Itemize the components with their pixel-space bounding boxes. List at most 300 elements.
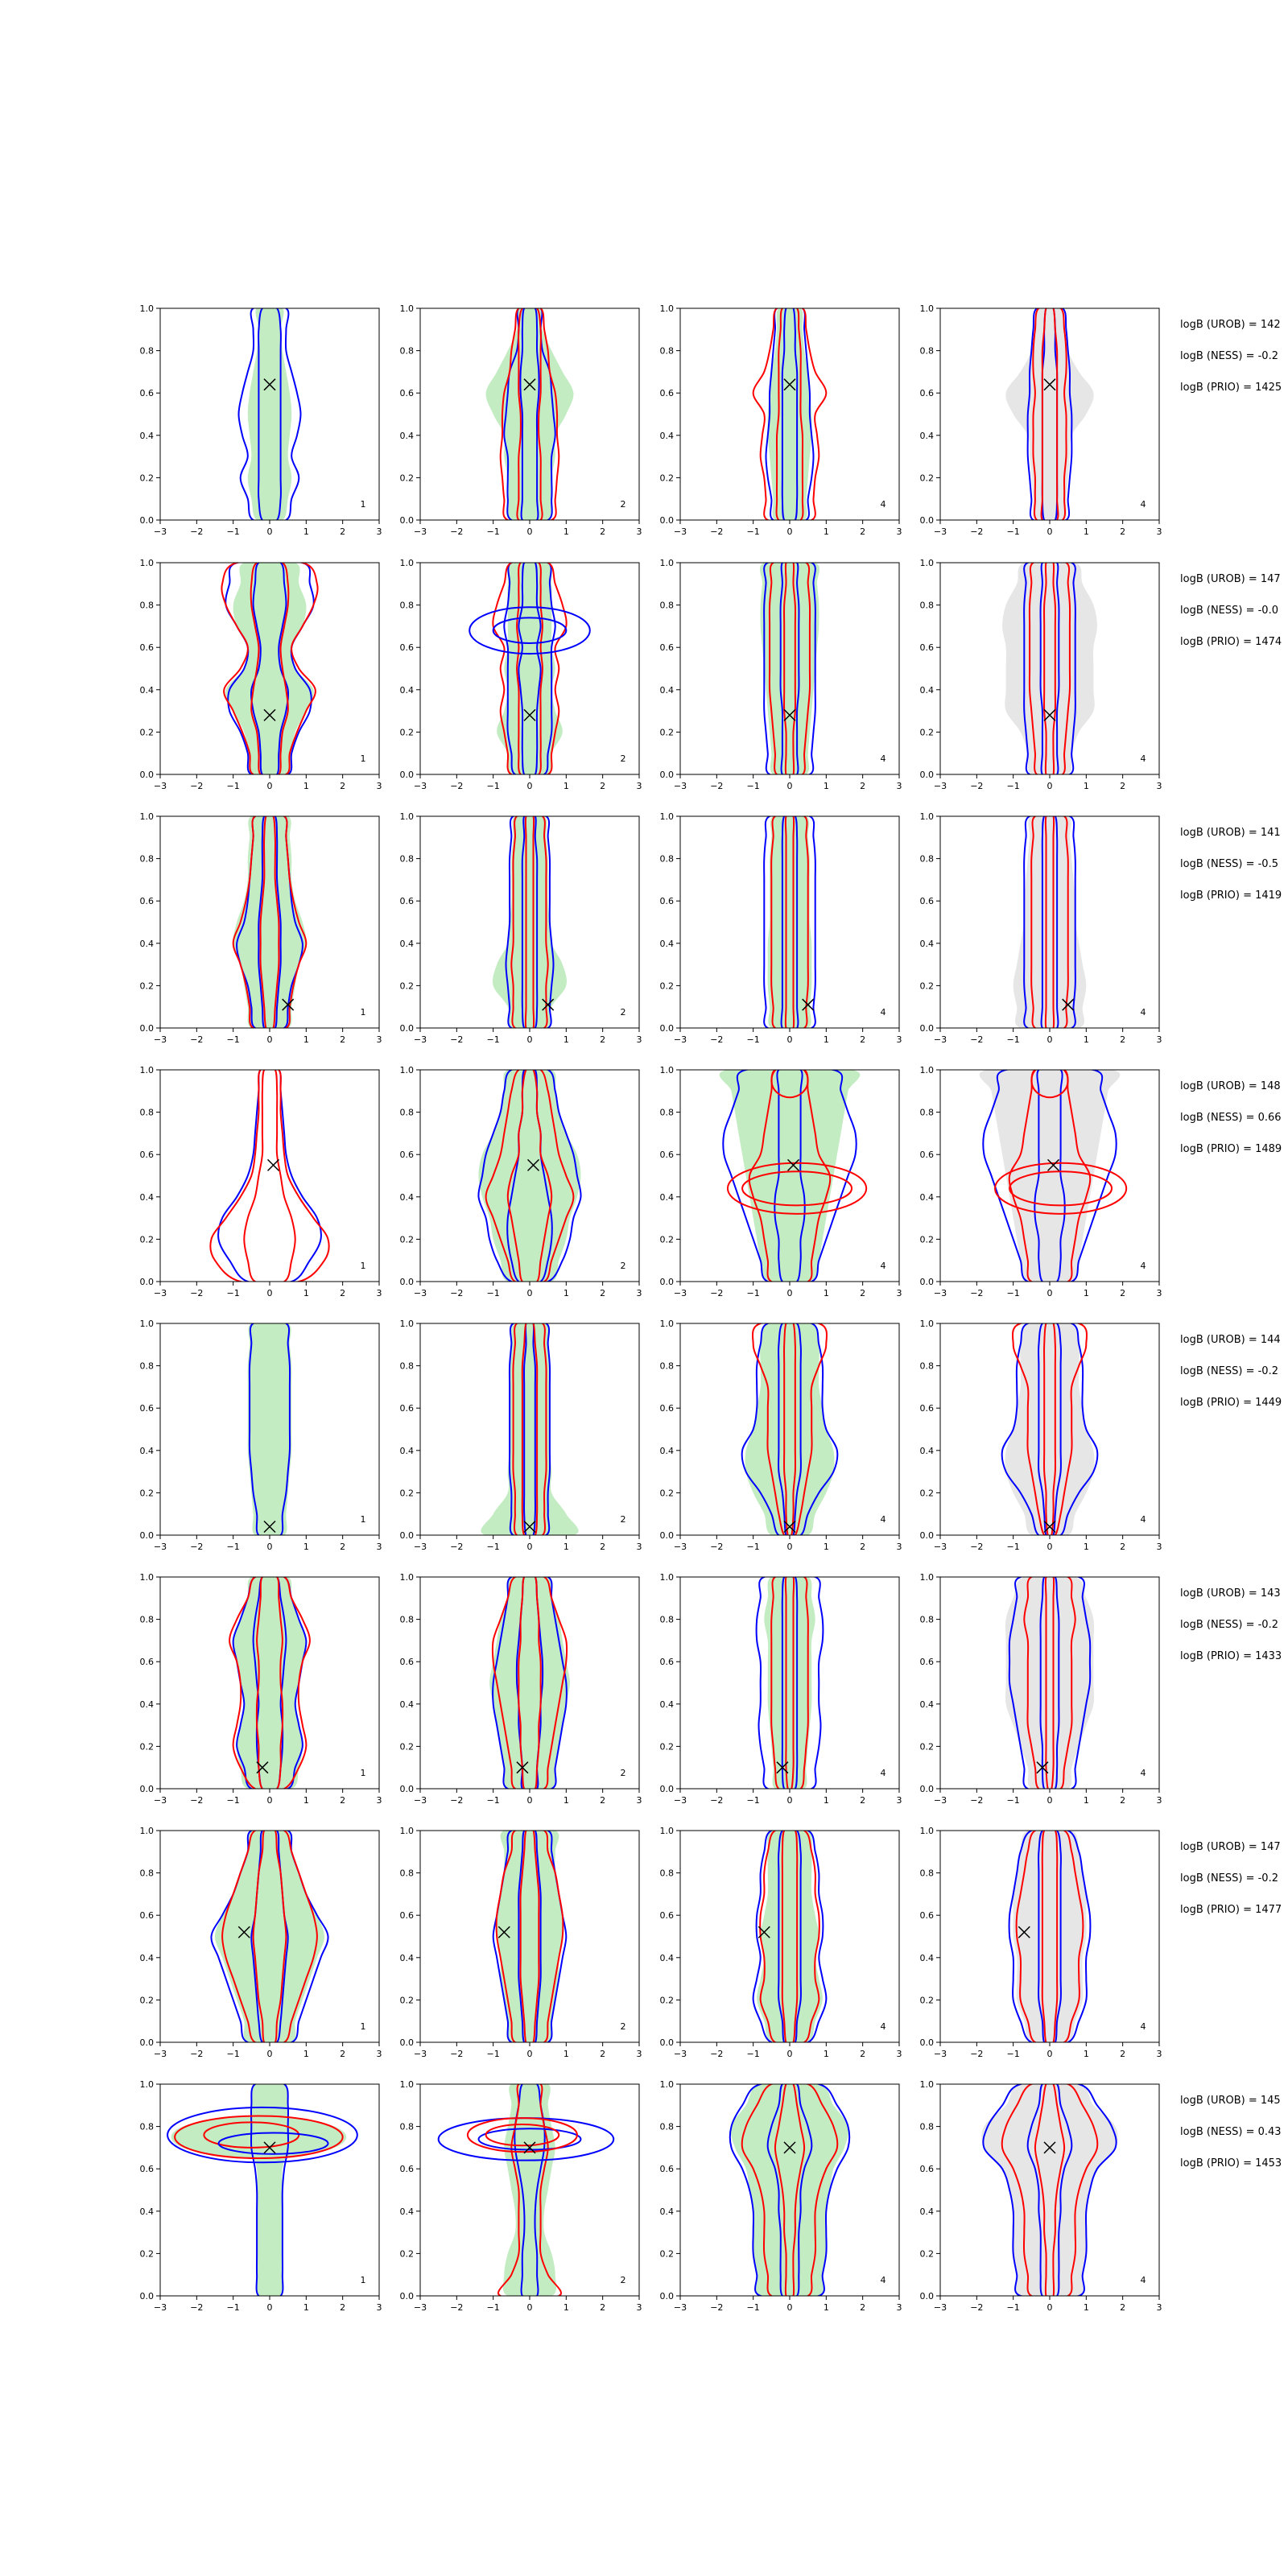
x-tick-label: 1 (1083, 2302, 1089, 2313)
x-tick-label: 0 (1046, 781, 1053, 791)
x-tick-label: −2 (450, 526, 464, 537)
x-tick-label: −3 (153, 1034, 167, 1045)
x-tick-label: −1 (1006, 526, 1020, 537)
y-tick-label: 0.4 (399, 1191, 414, 1203)
x-tick-label: 2 (1120, 781, 1126, 791)
x-tick-label: 0 (526, 2302, 533, 2313)
y-tick-label: 0.0 (399, 1530, 414, 1541)
y-tick-label: 1.0 (139, 558, 154, 568)
y-tick-label: 0.8 (659, 1614, 674, 1625)
y-tick-label: 0.0 (659, 1277, 674, 1287)
x-tick-label: 1 (1083, 781, 1089, 791)
x-tick-label: −3 (413, 2302, 427, 2313)
y-tick-label: 0.8 (659, 1107, 674, 1118)
y-tick-label: 0.6 (139, 642, 154, 654)
y-tick-label: 0.6 (659, 642, 674, 654)
panel-contents (1009, 1828, 1091, 2046)
y-tick-label: 0.2 (399, 1995, 414, 2006)
y-tick-label: 1.0 (919, 558, 934, 568)
x-tick-label: −1 (746, 1542, 760, 1552)
y-tick-label: 0.2 (659, 1995, 674, 2006)
y-tick-label: 0.2 (659, 1234, 674, 1245)
y-tick-label: 0.0 (919, 2037, 934, 2048)
x-tick-label: −3 (153, 781, 167, 791)
x-tick-label: 1 (563, 2049, 569, 2059)
y-tick-label: 0.2 (919, 980, 934, 992)
x-tick-label: 0 (526, 1542, 533, 1552)
x-tick-label: 0 (266, 1288, 273, 1298)
x-tick-label: −3 (673, 2302, 687, 2313)
y-tick-label: 0.6 (399, 2164, 414, 2175)
x-tick-label: 2 (340, 2302, 346, 2313)
x-tick-label: 1 (1083, 1542, 1089, 1552)
y-tick-label: 0.4 (399, 938, 414, 949)
y-tick-label: 1.0 (399, 1319, 414, 1329)
x-tick-label: −2 (450, 2302, 464, 2313)
panel-number: 4 (880, 1768, 886, 1778)
x-tick-label: −3 (413, 781, 427, 791)
y-tick-label: 0.6 (919, 388, 934, 399)
y-tick-label: 0.8 (399, 600, 414, 611)
y-tick-label: 0.8 (139, 1868, 154, 1879)
x-tick-label: 3 (896, 526, 902, 537)
panel-number: 1 (360, 499, 366, 510)
y-tick-label: 0.2 (399, 1741, 414, 1752)
y-tick-label: 0.6 (399, 1910, 414, 1922)
x-tick-label: −1 (1006, 781, 1020, 791)
x-tick-label: −3 (673, 1795, 687, 1806)
logb-annotation: logB (NESS) = 0.43 (1180, 2126, 1282, 2138)
x-tick-label: 3 (376, 1795, 382, 1806)
y-tick-label: 0.6 (399, 896, 414, 907)
x-tick-label: −2 (710, 526, 724, 537)
y-tick-label: 0.4 (399, 1699, 414, 1710)
x-tick-label: −2 (970, 526, 984, 537)
y-tick-label: 0.4 (659, 430, 674, 441)
y-tick-label: 1.0 (139, 1826, 154, 1836)
y-tick-label: 0.2 (919, 1995, 934, 2006)
y-tick-label: 0.8 (399, 345, 414, 357)
y-tick-label: 1.0 (399, 303, 414, 314)
x-tick-label: 2 (600, 781, 606, 791)
y-tick-label: 0.0 (399, 1784, 414, 1794)
x-tick-label: 1 (303, 526, 309, 537)
y-tick-label: 0.2 (659, 727, 674, 738)
x-tick-label: 2 (600, 526, 606, 537)
x-tick-label: 1 (563, 1288, 569, 1298)
y-tick-label: 0.4 (659, 684, 674, 696)
x-tick-label: −1 (1006, 1542, 1020, 1552)
x-tick-label: 3 (896, 1795, 902, 1806)
x-tick-label: −3 (933, 526, 947, 537)
y-tick-label: 0.2 (919, 1741, 934, 1752)
y-tick-label: 0.2 (919, 727, 934, 738)
y-tick-label: 0.4 (659, 1952, 674, 1963)
x-tick-label: −1 (226, 526, 240, 537)
x-tick-label: 3 (376, 526, 382, 537)
y-tick-label: 0.2 (659, 473, 674, 484)
x-tick-label: 2 (340, 781, 346, 791)
y-tick-label: 0.2 (399, 2248, 414, 2260)
x-tick-label: 0 (526, 1288, 533, 1298)
y-tick-label: 0.8 (399, 2121, 414, 2132)
x-tick-label: 1 (563, 1795, 569, 1806)
y-tick-label: 1.0 (919, 303, 934, 314)
x-tick-label: −3 (673, 2049, 687, 2059)
y-tick-label: 1.0 (659, 1572, 674, 1583)
logb-annotation: logB (NESS) = 0.66 (1180, 1112, 1282, 1124)
y-tick-label: 0.2 (919, 1488, 934, 1499)
x-tick-label: −2 (190, 526, 204, 537)
x-tick-label: 1 (823, 1288, 829, 1298)
x-tick-label: 0 (1046, 1034, 1053, 1045)
x-tick-label: −3 (673, 526, 687, 537)
panel-number: 4 (1140, 1007, 1146, 1018)
x-tick-label: −1 (486, 2049, 500, 2059)
y-tick-label: 0.0 (139, 770, 154, 780)
y-tick-label: 0.6 (139, 1910, 154, 1922)
x-tick-label: 2 (600, 1034, 606, 1045)
x-tick-label: 3 (896, 1288, 902, 1298)
x-tick-label: −1 (1006, 1795, 1020, 1806)
y-tick-label: 0.6 (919, 896, 934, 907)
y-tick-label: 0.8 (139, 345, 154, 357)
panel-number: 1 (360, 1768, 366, 1778)
y-tick-label: 0.4 (659, 2206, 674, 2217)
x-tick-label: −2 (710, 1795, 724, 1806)
x-tick-label: 0 (786, 2049, 793, 2059)
x-tick-label: −1 (746, 1795, 760, 1806)
x-tick-label: 3 (1156, 1542, 1162, 1552)
x-tick-label: −2 (190, 1034, 204, 1045)
x-tick-label: 1 (823, 2049, 829, 2059)
y-tick-label: 0.0 (659, 770, 674, 780)
y-tick-label: 0.0 (399, 2037, 414, 2048)
y-tick-label: 0.2 (399, 1488, 414, 1499)
x-tick-label: 0 (1046, 526, 1053, 537)
x-tick-label: 0 (526, 2049, 533, 2059)
y-tick-label: 0.2 (139, 980, 154, 992)
x-tick-label: 2 (1120, 526, 1126, 537)
y-tick-label: 0.0 (399, 2291, 414, 2301)
y-tick-label: 0.6 (139, 2164, 154, 2175)
y-tick-label: 0.2 (659, 1488, 674, 1499)
panel-number: 4 (880, 499, 886, 510)
logb-annotation: logB (NESS) = -0.2 (1180, 1872, 1278, 1885)
x-tick-label: −1 (1006, 2302, 1020, 2313)
x-tick-label: −3 (933, 2302, 947, 2313)
y-tick-label: 1.0 (919, 1572, 934, 1583)
logb-annotation: logB (PRIO) = 1453 (1180, 2157, 1282, 2169)
x-tick-label: 0 (1046, 2049, 1053, 2059)
y-tick-label: 0.0 (139, 515, 154, 526)
y-tick-label: 0.2 (659, 2248, 674, 2260)
x-tick-label: 0 (786, 1542, 793, 1552)
x-tick-label: 0 (266, 1542, 273, 1552)
x-tick-label: 0 (1046, 1795, 1053, 1806)
y-tick-label: 1.0 (919, 1065, 934, 1075)
y-tick-label: 0.8 (399, 1107, 414, 1118)
y-tick-label: 0.2 (399, 980, 414, 992)
y-tick-label: 0.2 (139, 727, 154, 738)
y-tick-label: 0.6 (399, 1150, 414, 1161)
y-tick-label: 0.4 (919, 1445, 934, 1456)
y-tick-label: 0.6 (139, 896, 154, 907)
x-tick-label: 2 (860, 526, 866, 537)
y-tick-label: 1.0 (399, 2079, 414, 2090)
x-tick-label: 1 (563, 781, 569, 791)
x-tick-label: −2 (970, 1542, 984, 1552)
y-tick-label: 1.0 (139, 303, 154, 314)
y-tick-label: 0.2 (919, 2248, 934, 2260)
y-tick-label: 0.0 (139, 2037, 154, 2048)
x-tick-label: 2 (340, 1542, 346, 1552)
x-tick-label: 1 (823, 781, 829, 791)
y-tick-label: 0.8 (919, 1360, 934, 1372)
panel-number: 4 (880, 1514, 886, 1525)
y-tick-label: 1.0 (139, 1572, 154, 1583)
x-tick-label: −3 (933, 781, 947, 791)
logb-annotation: logB (PRIO) = 1474 (1180, 636, 1282, 648)
y-tick-label: 0.0 (919, 1784, 934, 1794)
y-tick-label: 1.0 (919, 1319, 934, 1329)
x-tick-label: −2 (970, 781, 984, 791)
y-tick-label: 0.6 (399, 642, 414, 654)
y-tick-label: 0.4 (659, 1191, 674, 1203)
x-tick-label: −3 (153, 1542, 167, 1552)
x-tick-label: 2 (340, 526, 346, 537)
y-tick-label: 0.2 (139, 1488, 154, 1499)
x-tick-label: 0 (526, 781, 533, 791)
y-tick-label: 0.6 (919, 1403, 934, 1414)
logb-annotation: logB (NESS) = -0.2 (1180, 1619, 1278, 1631)
x-tick-label: 3 (636, 2049, 642, 2059)
x-tick-label: 1 (1083, 1288, 1089, 1298)
x-tick-label: 1 (563, 2302, 569, 2313)
x-tick-label: 3 (1156, 1795, 1162, 1806)
y-tick-label: 0.8 (139, 853, 154, 865)
x-tick-label: 1 (303, 781, 309, 791)
y-tick-label: 0.8 (919, 1107, 934, 1118)
x-tick-label: 2 (1120, 1795, 1126, 1806)
x-tick-label: −2 (710, 2302, 724, 2313)
y-tick-label: 0.6 (139, 1150, 154, 1161)
density-fill (768, 814, 812, 1031)
x-tick-label: −2 (710, 1542, 724, 1552)
x-tick-label: −2 (190, 781, 204, 791)
y-tick-label: 0.0 (919, 515, 934, 526)
y-tick-label: 0.8 (919, 1868, 934, 1879)
x-tick-label: 3 (636, 526, 642, 537)
x-tick-label: −1 (486, 1795, 500, 1806)
y-tick-label: 0.4 (139, 938, 154, 949)
y-tick-label: 0.8 (139, 1360, 154, 1372)
x-tick-label: −2 (970, 1288, 984, 1298)
y-tick-label: 0.8 (919, 600, 934, 611)
x-tick-label: −1 (486, 2302, 500, 2313)
y-tick-label: 0.0 (139, 1784, 154, 1794)
x-tick-label: −1 (746, 2049, 760, 2059)
y-tick-label: 0.4 (399, 1952, 414, 1963)
x-tick-label: 3 (1156, 781, 1162, 791)
x-tick-label: 2 (1120, 1288, 1126, 1298)
x-tick-label: 3 (636, 1288, 642, 1298)
panel-number: 2 (620, 2275, 626, 2285)
x-tick-label: −1 (226, 1288, 240, 1298)
x-tick-label: 2 (860, 2302, 866, 2313)
panel-number: 4 (1140, 499, 1146, 510)
x-tick-label: 1 (303, 2302, 309, 2313)
y-tick-label: 0.8 (139, 1107, 154, 1118)
y-tick-label: 0.6 (139, 1403, 154, 1414)
x-tick-label: 1 (823, 1542, 829, 1552)
x-tick-label: −3 (413, 2049, 427, 2059)
x-tick-label: 1 (823, 1034, 829, 1045)
y-tick-label: 1.0 (659, 811, 674, 822)
x-tick-label: −1 (486, 1034, 500, 1045)
y-tick-label: 0.8 (139, 2121, 154, 2132)
panel-number: 2 (620, 1261, 626, 1271)
x-tick-label: −1 (1006, 1034, 1020, 1045)
x-tick-label: 2 (600, 1542, 606, 1552)
logb-annotation: logB (PRIO) = 1419 (1180, 890, 1282, 902)
y-tick-label: 0.0 (139, 1277, 154, 1287)
y-tick-label: 0.4 (919, 2206, 934, 2217)
x-tick-label: 1 (1083, 2049, 1089, 2059)
x-tick-label: −3 (933, 2049, 947, 2059)
y-tick-label: 0.6 (659, 2164, 674, 2175)
x-tick-label: −3 (413, 1542, 427, 1552)
x-tick-label: 2 (1120, 2049, 1126, 2059)
logb-annotation: logB (UROB) = 147 (1180, 573, 1281, 585)
y-tick-label: 0.8 (919, 345, 934, 357)
x-tick-label: −1 (226, 2049, 240, 2059)
y-tick-label: 1.0 (919, 2079, 934, 2090)
y-tick-label: 1.0 (659, 1319, 674, 1329)
y-tick-label: 0.6 (659, 896, 674, 907)
y-tick-label: 0.0 (399, 1277, 414, 1287)
x-tick-label: 2 (860, 1034, 866, 1045)
panel-number: 4 (1140, 753, 1146, 764)
x-tick-label: 2 (600, 2302, 606, 2313)
x-tick-label: −2 (450, 1034, 464, 1045)
x-tick-label: 1 (823, 1795, 829, 1806)
x-tick-label: −2 (970, 2302, 984, 2313)
x-tick-label: 2 (340, 1034, 346, 1045)
y-tick-label: 0.6 (659, 388, 674, 399)
x-tick-label: −2 (450, 781, 464, 791)
x-tick-label: −1 (226, 1795, 240, 1806)
y-tick-label: 0.4 (399, 1445, 414, 1456)
y-tick-label: 0.0 (919, 1023, 934, 1034)
y-tick-label: 1.0 (659, 2079, 674, 2090)
x-tick-label: 3 (636, 2302, 642, 2313)
panel-contents (764, 814, 815, 1031)
x-tick-label: −3 (413, 1288, 427, 1298)
x-tick-label: 3 (1156, 1288, 1162, 1298)
x-tick-label: 3 (1156, 526, 1162, 537)
density-fill (248, 1321, 292, 1538)
y-tick-label: 0.0 (399, 515, 414, 526)
x-tick-label: −1 (486, 1288, 500, 1298)
panel-number: 2 (620, 2021, 626, 2032)
y-tick-label: 0.2 (659, 1741, 674, 1752)
y-tick-label: 0.2 (399, 727, 414, 738)
logb-annotation: logB (NESS) = -0.5 (1180, 858, 1278, 870)
x-tick-label: 2 (860, 1542, 866, 1552)
panel-number: 1 (360, 753, 366, 764)
x-tick-label: −3 (413, 1034, 427, 1045)
x-tick-label: 3 (896, 1034, 902, 1045)
x-tick-label: 3 (636, 1034, 642, 1045)
x-tick-label: 2 (860, 2049, 866, 2059)
y-tick-label: 0.0 (139, 1023, 154, 1034)
y-tick-label: 0.4 (139, 1191, 154, 1203)
x-tick-label: −2 (190, 1288, 204, 1298)
x-tick-label: −2 (710, 1034, 724, 1045)
x-tick-label: 3 (376, 1288, 382, 1298)
x-tick-label: −1 (486, 526, 500, 537)
y-tick-label: 1.0 (139, 1065, 154, 1075)
logb-annotation: logB (UROB) = 147 (1180, 1841, 1281, 1853)
x-tick-label: 0 (1046, 1288, 1053, 1298)
x-tick-label: 2 (600, 1795, 606, 1806)
x-tick-label: 1 (823, 526, 829, 537)
y-tick-label: 0.4 (919, 1191, 934, 1203)
y-tick-label: 0.6 (919, 2164, 934, 2175)
panel-number: 4 (1140, 1514, 1146, 1525)
x-tick-label: −3 (933, 1795, 947, 1806)
x-tick-label: −2 (450, 1795, 464, 1806)
panel-number: 4 (1140, 1261, 1146, 1271)
x-tick-label: −3 (153, 526, 167, 537)
x-tick-label: −1 (746, 526, 760, 537)
x-tick-label: −2 (970, 1034, 984, 1045)
y-tick-label: 0.4 (919, 430, 934, 441)
y-tick-label: 0.8 (399, 853, 414, 865)
logb-annotation: logB (PRIO) = 1449 (1180, 1397, 1282, 1409)
x-tick-label: 2 (600, 1288, 606, 1298)
panel-contents (248, 1321, 292, 1538)
y-tick-label: 0.6 (659, 1910, 674, 1922)
x-tick-label: 0 (266, 1034, 273, 1045)
y-tick-label: 1.0 (139, 811, 154, 822)
y-tick-label: 0.4 (399, 684, 414, 696)
y-tick-label: 1.0 (399, 1826, 414, 1836)
x-tick-label: 0 (266, 526, 273, 537)
x-tick-label: −2 (450, 1288, 464, 1298)
y-tick-label: 0.6 (919, 1657, 934, 1668)
y-tick-label: 0.0 (139, 1530, 154, 1541)
x-tick-label: 2 (340, 2049, 346, 2059)
logb-annotation: logB (UROB) = 142 (1180, 319, 1281, 331)
y-tick-label: 0.4 (139, 2206, 154, 2217)
x-tick-label: −1 (226, 1034, 240, 1045)
x-tick-label: −2 (450, 1542, 464, 1552)
y-tick-label: 0.0 (919, 1530, 934, 1541)
y-tick-label: 1.0 (139, 2079, 154, 2090)
x-tick-label: −3 (933, 1542, 947, 1552)
x-tick-label: 1 (303, 1795, 309, 1806)
x-tick-label: −1 (1006, 2049, 1020, 2059)
x-tick-label: 2 (860, 1795, 866, 1806)
x-tick-label: 0 (786, 2302, 793, 2313)
x-tick-label: −2 (970, 2049, 984, 2059)
y-tick-label: 0.0 (659, 1023, 674, 1034)
x-tick-label: 3 (376, 1034, 382, 1045)
x-tick-label: −2 (710, 1288, 724, 1298)
x-tick-label: −1 (746, 781, 760, 791)
